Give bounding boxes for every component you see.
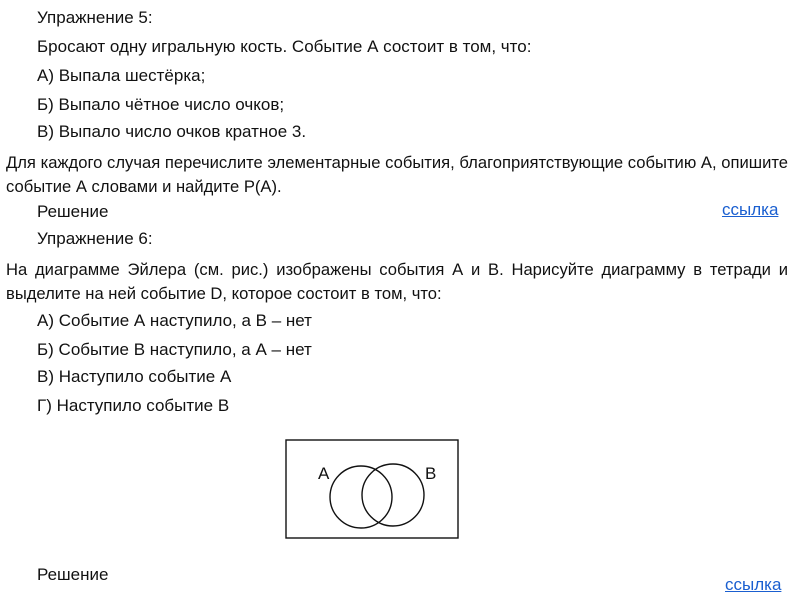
venn-label-a: A [318, 464, 330, 483]
exercise-6-task: На диаграмме Эйлера (см. рис.) изображены события А и В. Нарисуйте диаграмму в тетради и выделите на ней событие D, которое состоит в том, что: [6, 260, 788, 303]
exercise-5-item-c: В) Выпало число очков кратное 3. [37, 122, 307, 141]
exercise-5-task: Для каждого случая перечислите элементарные события, благоприятствующие событию А, опишите событие А словами и найдите P(А). [6, 153, 788, 196]
exercise-6-item-a: А) Событие А наступило, а В – нет [37, 311, 312, 330]
exercise-5-intro: Бросают одну игральную кость. Событие А состоит в том, что: [37, 37, 532, 56]
venn-universe-rectangle [286, 440, 458, 538]
venn-label-b: B [425, 464, 437, 483]
venn-diagram [285, 439, 459, 539]
exercise-6-title: Упражнение 6: [37, 229, 153, 248]
exercise-6-solution-link[interactable]: ссылка [725, 575, 782, 594]
exercise-5-item-a: А) Выпала шестёрка; [37, 66, 206, 85]
exercise-5-title: Упражнение 5: [37, 8, 153, 27]
venn-circle-b [362, 464, 424, 526]
exercise-6-solution-label: Решение [37, 565, 109, 584]
exercise-6-item-d: Г) Наступило событие В [37, 396, 230, 415]
exercise-5-solution-link[interactable]: ссылка [722, 200, 779, 219]
venn-circle-a [330, 466, 392, 528]
exercise-5-solution-label: Решение [37, 202, 109, 221]
exercise-6-item-b: Б) Событие В наступило, а А – нет [37, 340, 312, 359]
exercise-5-item-b: Б) Выпало чётное число очков; [37, 95, 285, 114]
exercise-6-item-c: В) Наступило событие А [37, 367, 232, 386]
